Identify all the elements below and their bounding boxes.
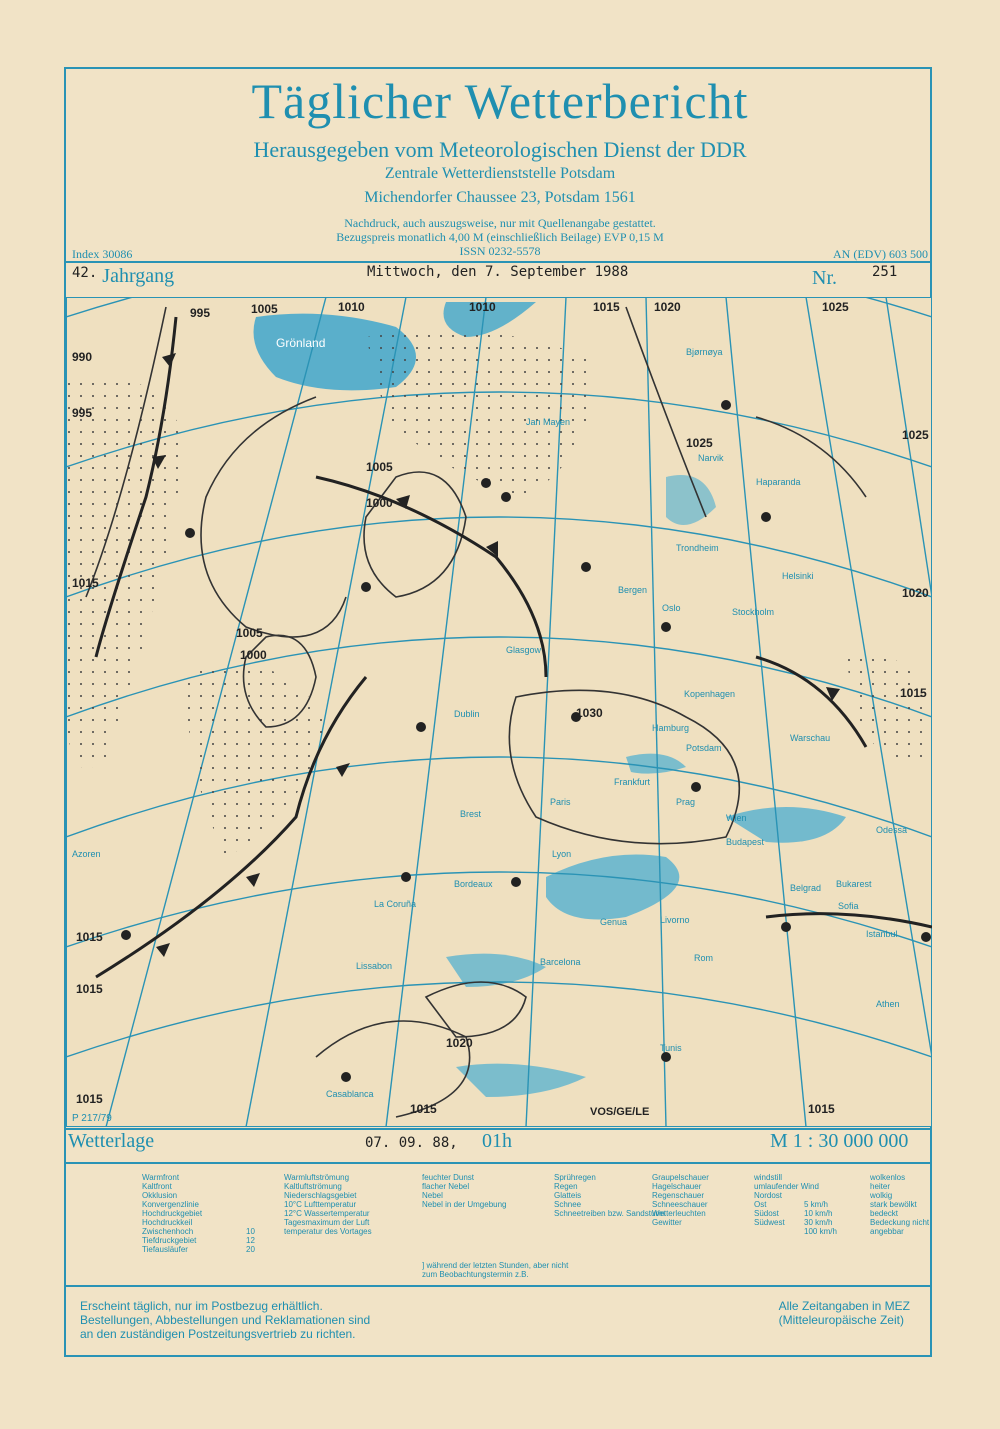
- page-title: Täglicher Wetterbericht: [251, 73, 749, 129]
- issn: ISSN 0232-5578: [459, 244, 541, 258]
- legend-fog: feuchter Dunst flacher Nebel Nebel Nebel in der Umgebung: [422, 1173, 507, 1209]
- jahrgang-label: Jahrgang: [102, 265, 175, 287]
- svg-text:Warschau: Warschau: [790, 733, 831, 743]
- plate-number: P 217/79: [72, 1113, 112, 1124]
- svg-text:Bordeaux: Bordeaux: [454, 879, 493, 889]
- legend-temp-example: 10 12 20: [246, 1227, 255, 1254]
- svg-text:Oslo: Oslo: [662, 603, 681, 613]
- jahrgang-number: 42.: [72, 265, 98, 281]
- svg-text:Casablanca: Casablanca: [326, 1089, 374, 1099]
- svg-text:Frankfurt: Frankfurt: [614, 777, 651, 787]
- svg-text:Paris: Paris: [550, 797, 571, 807]
- svg-text:Odessa: Odessa: [876, 825, 908, 835]
- svg-text:Azoren: Azoren: [72, 849, 101, 859]
- svg-text:Athen: Athen: [876, 999, 900, 1009]
- svg-text:1005: 1005: [236, 626, 263, 640]
- svg-text:1015: 1015: [808, 1102, 835, 1116]
- svg-text:1020: 1020: [654, 300, 681, 314]
- svg-text:Trondheim: Trondheim: [676, 543, 719, 553]
- wetterlage-date: 07. 09. 88,: [365, 1135, 458, 1151]
- svg-text:1000: 1000: [240, 648, 267, 662]
- svg-text:Stockholm: Stockholm: [732, 607, 775, 617]
- svg-text:Brest: Brest: [460, 809, 482, 819]
- divider: [64, 1285, 932, 1287]
- legend-clouds: wolkenlos heiter wolkig stark bewölkt bedeckt Bedeckung nicht angebbar: [870, 1173, 930, 1236]
- svg-text:990: 990: [72, 350, 93, 364]
- legend-fronts: Warmfront Kaltfront Okklusion Konvergenzlinie Hochdruckgebiet Hochdruckkeil Zwischenhoch Tiefdruckgebiet Tiefausläufer: [142, 1173, 203, 1254]
- svg-text:1030: 1030: [576, 706, 603, 720]
- svg-text:Hamburg: Hamburg: [652, 723, 690, 733]
- index-number: Index 30086: [72, 247, 133, 261]
- jahrgang: [72, 265, 174, 288]
- price: Bezugspreis monatlich 4,00 M (einschließlich Beilage) EVP 0,15 M: [336, 230, 664, 244]
- svg-text:1015: 1015: [593, 300, 620, 314]
- svg-text:Glasgow: Glasgow: [506, 645, 542, 655]
- wetterlage-hour: 01h: [482, 1130, 512, 1152]
- svg-text:1005: 1005: [251, 302, 278, 316]
- svg-text:1000: 1000: [366, 496, 393, 510]
- map-scale: M 1 : 30 000 000: [770, 1130, 909, 1152]
- svg-text:1015: 1015: [410, 1102, 437, 1116]
- divider: [64, 1162, 932, 1164]
- svg-text:Wien: Wien: [726, 813, 747, 823]
- svg-text:Livorno: Livorno: [660, 915, 690, 925]
- svg-text:Helsinki: Helsinki: [782, 571, 814, 581]
- svg-text:Lissabon: Lissabon: [356, 961, 393, 971]
- notice: Nachdruck, auch auszugsweise, nur mit Quellenangabe gestattet.: [344, 216, 656, 230]
- svg-text:Grönland: Grönland: [276, 336, 326, 350]
- svg-text:Budapest: Budapest: [726, 837, 765, 847]
- svg-text:Potsdam: Potsdam: [686, 743, 722, 753]
- legend-flows: Warmluftströmung Kaltluftströmung Niederschlagsgebiet 10°C Lufttemperatur 12°C Wassertemperatur Tagesmaximum der Luft temperatur des Vortages: [284, 1173, 372, 1236]
- svg-text:Bukarest: Bukarest: [836, 879, 872, 889]
- svg-text:1010: 1010: [338, 300, 365, 314]
- svg-text:1025: 1025: [686, 436, 713, 450]
- svg-text:Rom: Rom: [694, 953, 714, 963]
- footer-left: Erscheint täglich, nur im Postbezug erhältlich. Bestellungen, Abbestellungen und Reklamationen sind an den zuständigen Postzeitungsvertrieb zu richten.: [80, 1299, 371, 1341]
- svg-text:1020: 1020: [446, 1036, 473, 1050]
- svg-text:Lyon: Lyon: [552, 849, 572, 859]
- wetterlage-label: Wetterlage: [68, 1130, 155, 1152]
- svg-text:1015: 1015: [72, 576, 99, 590]
- svg-text:995: 995: [72, 406, 93, 420]
- svg-text:Tunis: Tunis: [660, 1043, 682, 1053]
- weather-map: [66, 297, 932, 1127]
- svg-text:1015: 1015: [76, 930, 103, 944]
- issue-date: Mittwoch, den 7. September 1988: [367, 264, 629, 280]
- svg-text:Belgrad: Belgrad: [790, 883, 822, 893]
- divider: [64, 261, 932, 263]
- legend-wind-speed: 5 km/h 10 km/h 30 km/h 100 km/h: [804, 1200, 837, 1236]
- footer-right: Alle Zeitangaben in MEZ (Mitteleuropäische Zeit): [778, 1299, 910, 1327]
- publisher: Herausgegeben vom Meteorologischen Dienst der DDR: [253, 137, 747, 162]
- svg-text:Istanbul: Istanbul: [866, 929, 898, 939]
- legend-past-note: ] während der letzten Stunden, aber nicht zum Beobachtungstermin z.B.: [422, 1261, 569, 1279]
- legend-wind: windstill umlaufender Wind Nordost Ost Südost Südwest: [754, 1173, 819, 1227]
- legend-showers: Graupelschauer Hagelschauer Regenschauer Schneeschauer Wetterleuchten Gewitter: [652, 1173, 709, 1227]
- svg-text:Barcelona: Barcelona: [540, 957, 581, 967]
- svg-text:Haparanda: Haparanda: [756, 477, 801, 487]
- nr-label: Nr.: [812, 267, 837, 289]
- legend: [66, 1165, 932, 1283]
- svg-text:Bergen: Bergen: [618, 585, 648, 595]
- svg-text:Prag: Prag: [676, 797, 696, 807]
- svg-text:1005: 1005: [366, 460, 393, 474]
- office: Zentrale Wetterdienststelle Potsdam: [384, 165, 616, 182]
- svg-text:Kopenhagen: Kopenhagen: [684, 689, 736, 699]
- svg-text:Bjørnøya: Bjørnøya: [686, 347, 723, 357]
- svg-text:995: 995: [190, 306, 211, 320]
- map-code: VOS/GE/LE: [590, 1106, 650, 1118]
- svg-text:Dublin: Dublin: [454, 709, 480, 719]
- svg-text:Jan Mayen: Jan Mayen: [526, 417, 571, 427]
- svg-text:Genua: Genua: [600, 917, 628, 927]
- svg-text:1020: 1020: [902, 586, 929, 600]
- svg-text:1015: 1015: [900, 686, 927, 700]
- svg-text:1015: 1015: [76, 982, 103, 996]
- svg-text:1010: 1010: [469, 300, 496, 314]
- legend-precip: Sprühregen Regen Glatteis Schnee Schneetreiben bzw. Sandsturm: [554, 1173, 665, 1218]
- address: Michendorfer Chaussee 23, Potsdam 1561: [364, 189, 636, 206]
- an-number: AN (EDV) 603 500: [833, 247, 928, 261]
- svg-text:1025: 1025: [822, 300, 849, 314]
- svg-text:1025: 1025: [902, 428, 929, 442]
- svg-text:Sofia: Sofia: [838, 901, 859, 911]
- issue-number: 251: [872, 264, 898, 280]
- svg-text:La Coruña: La Coruña: [374, 899, 417, 909]
- svg-text:1015: 1015: [76, 1092, 103, 1106]
- svg-text:Narvik: Narvik: [698, 453, 724, 463]
